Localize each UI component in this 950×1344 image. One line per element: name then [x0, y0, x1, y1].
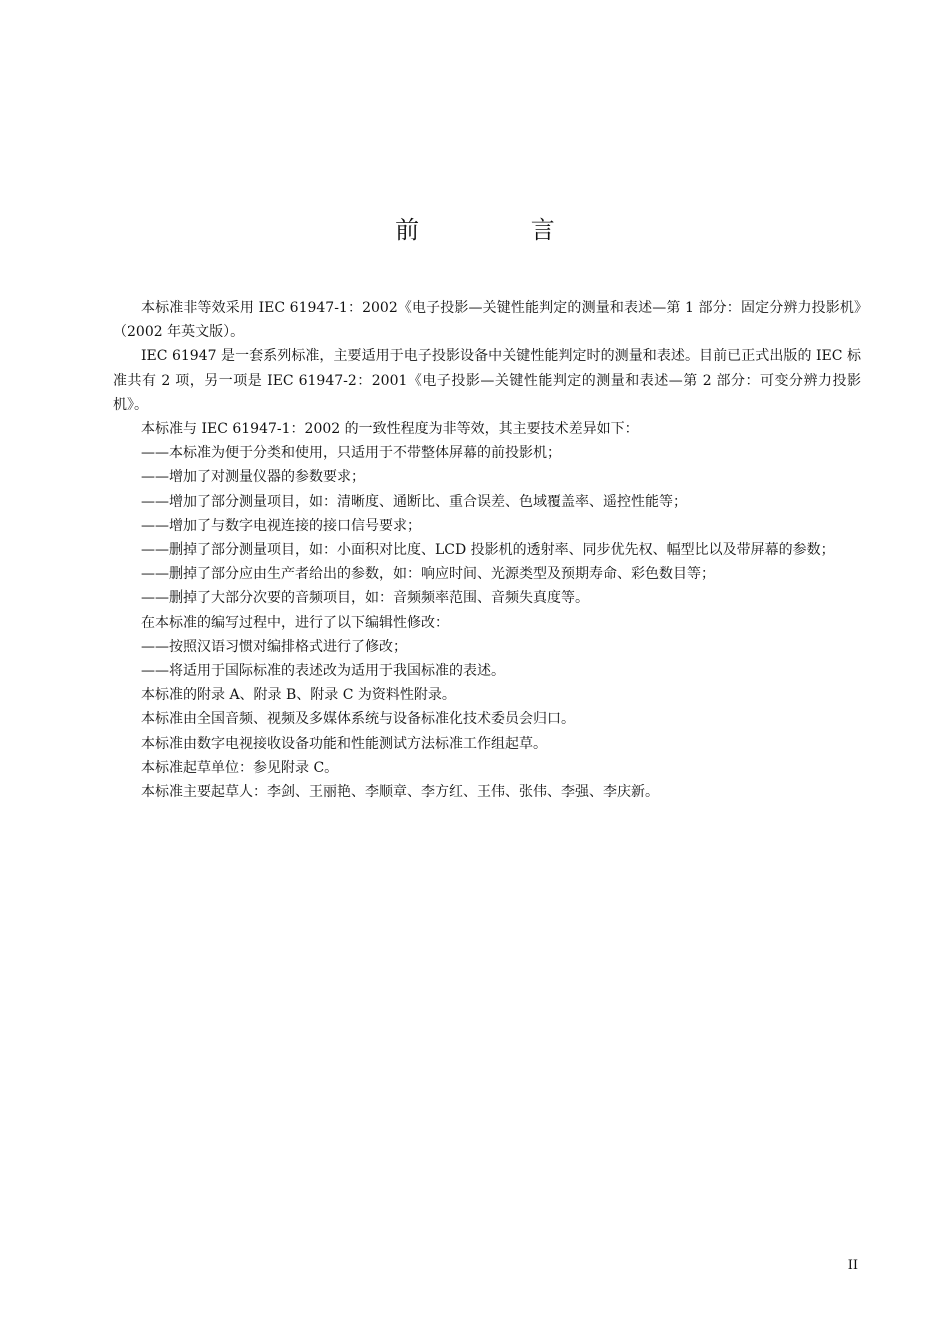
paragraph-working-group: 本标准由数字电视接收设备功能和性能测试方法标准工作组起草。 [141, 735, 547, 752]
paragraph-adoption: 本标准非等效采用 IEC 61947-1：2002《电子投影—关键性能判定的测量和表述—第 1 部分：固定分辨力投影机》（2002 年英文版）。 [113, 300, 861, 341]
difference-item: ——增加了与数字电视连接的接口信号要求； [141, 517, 421, 534]
paragraph-drafting-unit: 本标准起草单位：参见附录 C。 [141, 759, 339, 776]
paragraph-consistency: 本标准与 IEC 61947-1：2002 的一致性程度为非等效，其主要技术差异如下： [141, 421, 639, 438]
difference-item: ——增加了部分测量项目，如：清晰度、通断比、重合误差、色域覆盖率、遥控性能等； [141, 493, 687, 510]
difference-item: ——本标准为便于分类和使用，只适用于不带整体屏幕的前投影机； [141, 445, 561, 462]
difference-item: ——删掉了部分应由生产者给出的参数，如：响应时间、光源类型及预期寿命、彩色数目等； [141, 566, 715, 583]
difference-item: ——删掉了大部分次要的音频项目，如：音频频率范围、音频失真度等。 [141, 590, 589, 607]
paragraph-series: IEC 61947 是一套系列标准，主要适用于电子投影设备中关键性能判定时的测量和表述。目前已正式出版的 IEC 标准共有 2 项，另一项是 IEC 61947-2：2001《电子投影—关键性能判定的测量和表述—第 2 部分：可变分辨力投影机》。 [113, 348, 861, 413]
difference-item: ——删掉了部分测量项目，如：小面积对比度、LCD 投影机的透射率、同步优先权、幅型比以及带屏幕的参数； [141, 542, 835, 559]
foreword-body [113, 296, 861, 804]
edit-item: ——按照汉语习惯对编排格式进行了修改； [141, 638, 407, 655]
paragraph-committee: 本标准由全国音频、视频及多媒体系统与设备标准化技术委员会归口。 [141, 711, 575, 728]
paragraph-drafters: 本标准主要起草人：李剑、王丽艳、李顺章、李方红、王伟、张伟、李强、李庆新。 [141, 784, 659, 801]
page-number: II [847, 1258, 858, 1273]
paragraph-annex: 本标准的附录 A、附录 B、附录 C 为资料性附录。 [141, 687, 456, 704]
edit-item: ——将适用于国际标准的表述改为适用于我国标准的表述。 [141, 663, 505, 680]
paragraph-edit-intro: 在本标准的编写过程中，进行了以下编辑性修改： [141, 614, 449, 631]
difference-item: ——增加了对测量仪器的参数要求； [141, 469, 365, 486]
page-title: 前 言 [395, 216, 607, 244]
